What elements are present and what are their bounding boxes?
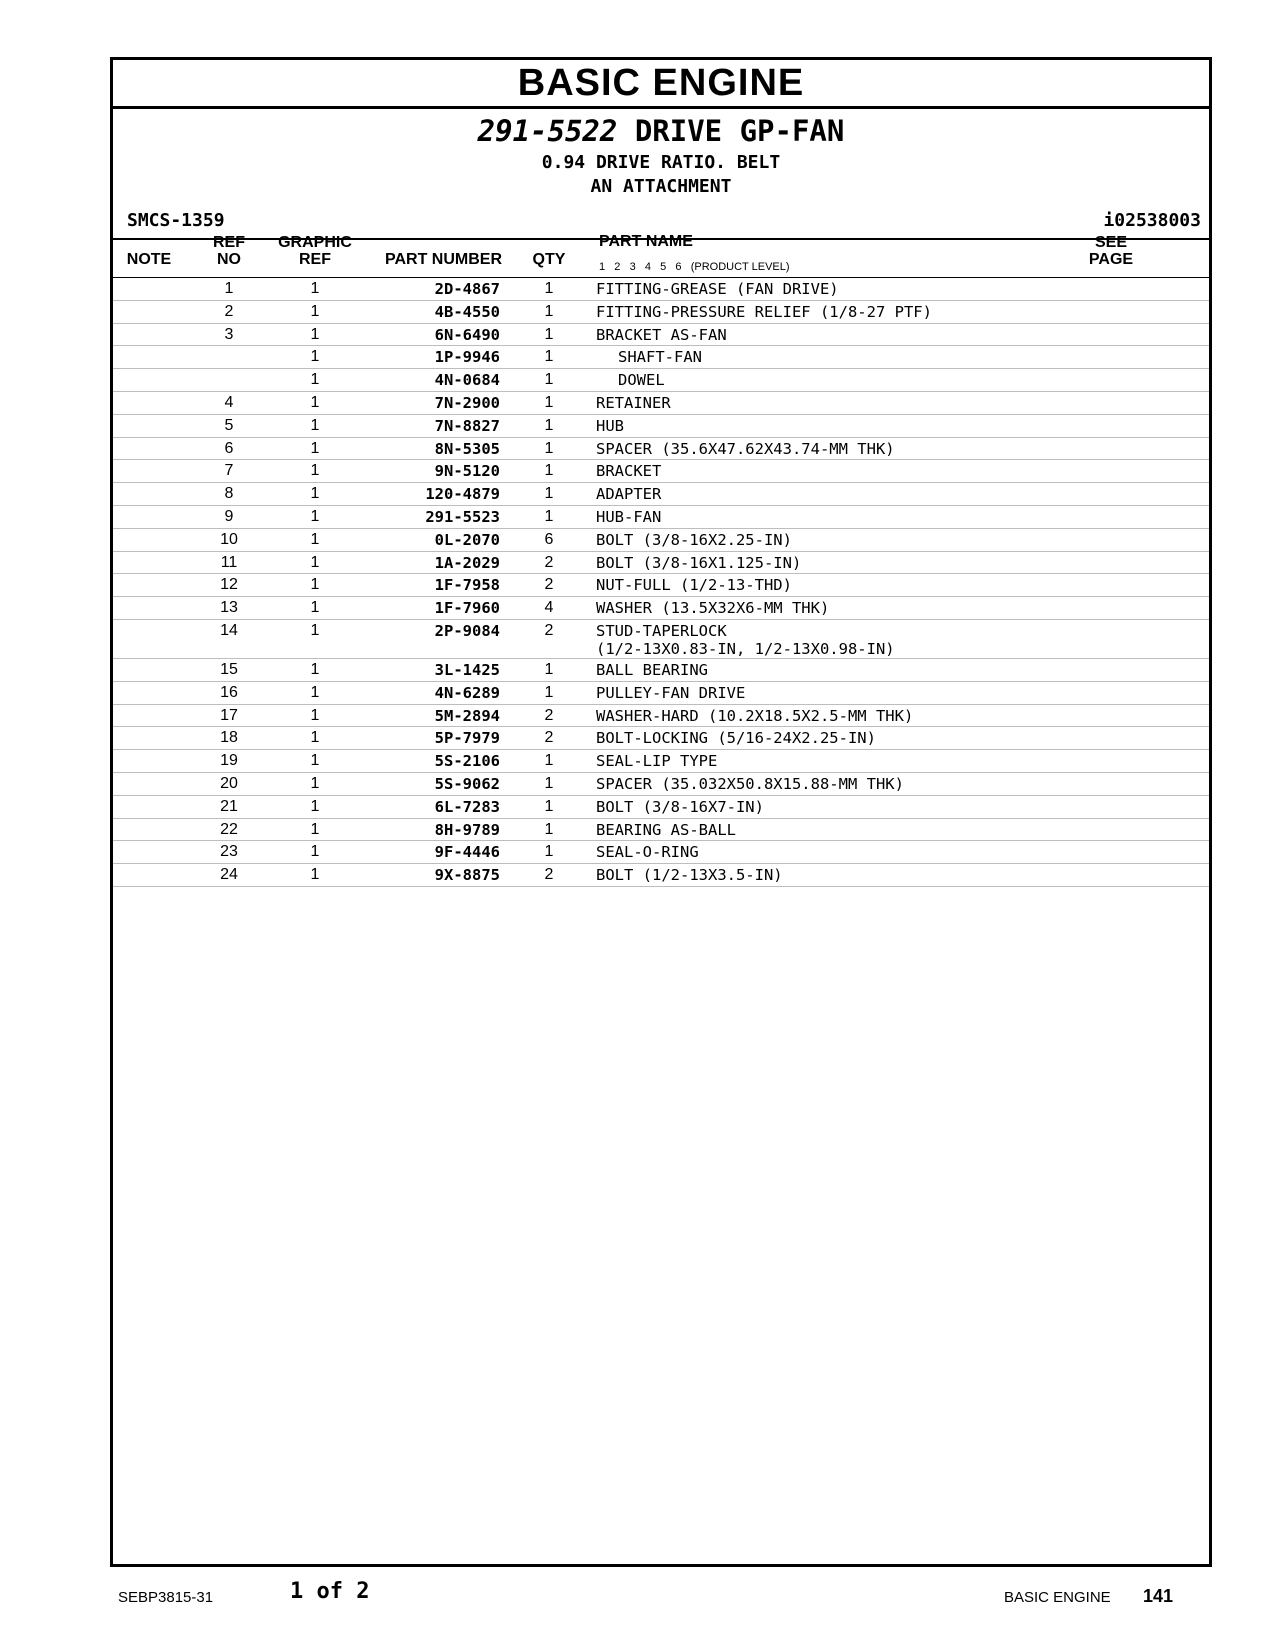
table-row (113, 438, 1209, 461)
table-row (113, 841, 1209, 864)
part-name-cell: HUB-FAN (596, 507, 662, 526)
ref-no-cell: 23 (220, 843, 238, 861)
product-level-legend: 1 2 3 4 5 6 (PRODUCT LEVEL) (599, 261, 790, 273)
part-number-cell: 8N-5305 (434, 439, 500, 458)
table-row (113, 597, 1209, 620)
qty-cell: 1 (544, 393, 554, 411)
part-name-cell: NUT-FULL (1/2-13-THD) (596, 576, 792, 595)
part-name-cell: BOLT-LOCKING (5/16-24X2.25-IN) (596, 729, 876, 748)
table-row (113, 301, 1209, 324)
ref-no-cell: 8 (224, 485, 234, 503)
section-title: BASIC ENGINE (113, 60, 1209, 109)
qty-cell: 1 (544, 302, 554, 320)
graphic-ref-cell: 1 (310, 485, 320, 503)
qty-cell: 1 (544, 371, 554, 389)
part-name-cell: SEAL-O-RING (596, 843, 699, 862)
ref-no-cell: 6 (224, 439, 234, 457)
qty-cell: 4 (544, 599, 554, 617)
part-number-cell: 6N-6490 (434, 325, 500, 344)
ref-no-cell: 16 (220, 683, 238, 701)
footer-page-number: 141 (1143, 1586, 1174, 1606)
table-row (113, 278, 1209, 301)
table-row (113, 415, 1209, 438)
qty-cell: 1 (544, 752, 554, 770)
footer-doc-number: SEBP3815-31 (118, 1589, 214, 1606)
table-row (113, 796, 1209, 819)
ref-no-cell: 21 (220, 797, 238, 815)
ref-no-cell: 10 (220, 530, 238, 548)
graphic-ref-cell: 1 (310, 416, 320, 434)
part-name-cell: ADAPTER (596, 485, 662, 504)
graphic-ref-cell: 1 (310, 507, 320, 525)
ref-no-cell: 22 (220, 820, 238, 838)
part-name-cell: DOWEL (618, 371, 665, 390)
qty-cell: 2 (544, 576, 554, 594)
table-row (113, 727, 1209, 750)
part-number-cell: 9N-5120 (434, 462, 500, 481)
graphic-ref-cell: 1 (310, 439, 320, 457)
ref-no-cell: 4 (224, 393, 234, 411)
part-name-cell: WASHER (13.5X32X6-MM THK) (596, 599, 830, 618)
part-number-cell: 1A-2029 (434, 553, 500, 572)
graphic-ref-cell: 1 (310, 752, 320, 770)
qty-cell: 1 (544, 774, 554, 792)
footer-page-of: 1 of 2 (290, 1579, 370, 1604)
table-row (113, 864, 1209, 887)
graphic-ref-cell: 1 (310, 621, 320, 639)
ref-no-cell: 20 (220, 774, 238, 792)
graphic-ref-cell: 1 (310, 280, 320, 297)
qty-cell: 1 (544, 820, 554, 838)
graphic-ref-cell: 1 (310, 599, 320, 617)
qty-cell: 2 (544, 866, 554, 884)
part-number-cell: 7N-8827 (434, 416, 500, 435)
part-number-cell: 2D-4867 (434, 280, 500, 298)
part-name-cell: BOLT (1/2-13X3.5-IN) (596, 866, 783, 885)
column-header-graphic-ref: GRAPHIC REF (278, 234, 352, 268)
page-frame (110, 57, 1212, 1567)
ref-no-cell: 9 (224, 507, 234, 525)
ref-no-cell: 13 (220, 599, 238, 617)
table-row (113, 819, 1209, 842)
column-header-note: NOTE (126, 251, 172, 268)
graphic-ref-cell: 1 (310, 576, 320, 594)
qty-cell: 1 (544, 416, 554, 434)
qty-cell: 2 (544, 706, 554, 724)
document-id: i02538003 (1103, 210, 1201, 231)
graphic-ref-cell: 1 (310, 348, 320, 366)
table-row (113, 392, 1209, 415)
graphic-ref-cell: 1 (310, 393, 320, 411)
graphic-ref-cell: 1 (310, 553, 320, 571)
part-name-cell: BRACKET (596, 462, 662, 481)
table-row (113, 750, 1209, 773)
qty-cell: 1 (544, 843, 554, 861)
graphic-ref-cell: 1 (310, 774, 320, 792)
ref-no-cell: 15 (220, 660, 238, 678)
ref-no-cell: 19 (220, 752, 238, 770)
part-number-cell: 5P-7979 (434, 729, 500, 748)
part-number-cell: 3L-1425 (434, 660, 500, 679)
table-row (113, 529, 1209, 552)
graphic-ref-cell: 1 (310, 866, 320, 884)
graphic-ref-cell: 1 (310, 820, 320, 838)
table-row (113, 552, 1209, 575)
table-row (113, 483, 1209, 506)
group-subtitle-2: AN ATTACHMENT (590, 176, 732, 197)
graphic-ref-cell: 1 (310, 660, 320, 678)
qty-cell: 1 (544, 348, 554, 366)
ref-no-cell: 11 (220, 553, 238, 571)
part-name-cell: BOLT (3/8-16X7-IN) (596, 797, 764, 816)
qty-cell: 1 (544, 485, 554, 503)
part-name-cell: SPACER (35.6X47.62X43.74-MM THK) (596, 439, 895, 458)
part-name-cell: STUD-TAPERLOCK (1/2-13X0.83-IN, 1/2-13X0.98-IN) (596, 621, 895, 658)
table-row (113, 620, 1209, 659)
ref-no-cell: 14 (220, 621, 238, 639)
part-number-cell: 4N-6289 (434, 683, 500, 702)
part-number-cell: 5S-9062 (434, 774, 500, 793)
graphic-ref-cell: 1 (310, 843, 320, 861)
qty-cell: 2 (544, 621, 554, 639)
ref-no-cell: 3 (224, 325, 234, 343)
column-header-part-number: PART NUMBER (384, 251, 502, 268)
part-number-cell: 4B-4550 (434, 302, 500, 321)
part-number-cell: 291-5523 (425, 507, 500, 526)
part-name-cell: SHAFT-FAN (618, 348, 702, 367)
part-name-cell: SEAL-LIP TYPE (596, 752, 718, 771)
footer-section: BASIC ENGINE (1004, 1589, 1111, 1606)
group-subtitle-1: 0.94 DRIVE RATIO. BELT (541, 152, 781, 173)
table-row (113, 773, 1209, 796)
part-number-cell: 7N-2900 (434, 393, 500, 412)
parts-table (113, 278, 1209, 887)
graphic-ref-cell: 1 (310, 371, 320, 389)
ref-no-cell: 7 (224, 462, 234, 480)
table-row (113, 682, 1209, 705)
part-name-cell: PULLEY-FAN DRIVE (596, 683, 746, 702)
part-number-cell: 8H-9789 (434, 820, 500, 839)
smcs-code: SMCS-1359 (127, 210, 225, 231)
table-row (113, 346, 1209, 369)
graphic-ref-cell: 1 (310, 797, 320, 815)
part-name-cell: FITTING-GREASE (FAN DRIVE) (596, 280, 839, 298)
part-number-cell: 0L-2070 (434, 530, 500, 549)
part-name-cell: BRACKET AS-FAN (596, 325, 727, 344)
ref-no-cell: 2 (224, 302, 234, 320)
table-row (113, 324, 1209, 347)
column-header-part-name: PART NAME (599, 233, 693, 250)
table-row (113, 506, 1209, 529)
table-row (113, 659, 1209, 682)
part-name-cell: FITTING-PRESSURE RELIEF (1/8-27 PTF) (596, 302, 932, 321)
part-name-cell: BALL BEARING (596, 660, 708, 679)
qty-cell: 1 (544, 660, 554, 678)
qty-cell: 2 (544, 553, 554, 571)
table-row (113, 460, 1209, 483)
part-number-cell: 5S-2106 (434, 752, 500, 771)
group-name: DRIVE GP-FAN (634, 114, 845, 148)
part-name-cell: SPACER (35.032X50.8X15.88-MM THK) (596, 774, 904, 793)
qty-cell: 1 (544, 462, 554, 480)
part-name-cell: BOLT (3/8-16X1.125-IN) (596, 553, 802, 572)
group-title (113, 114, 1209, 148)
table-row (113, 369, 1209, 392)
part-number-cell: 9X-8875 (434, 866, 500, 885)
part-number-cell: 1F-7958 (434, 576, 500, 595)
part-number-cell: 6L-7283 (434, 797, 500, 816)
ref-no-cell: 12 (220, 576, 238, 594)
ref-no-cell: 5 (224, 416, 234, 434)
qty-cell: 6 (544, 530, 554, 548)
qty-cell: 1 (544, 439, 554, 457)
graphic-ref-cell: 1 (310, 683, 320, 701)
ref-no-cell: 18 (220, 729, 238, 747)
qty-cell: 1 (544, 507, 554, 525)
ref-no-cell: 1 (224, 280, 234, 297)
group-number: 291-5522 (477, 114, 618, 148)
table-row (113, 574, 1209, 597)
qty-cell: 1 (544, 280, 554, 297)
part-number-cell: 2P-9084 (434, 621, 500, 640)
ref-no-cell: 24 (220, 866, 238, 884)
part-number-cell: 4N-0684 (434, 371, 500, 390)
qty-cell: 1 (544, 325, 554, 343)
graphic-ref-cell: 1 (310, 706, 320, 724)
qty-cell: 1 (544, 797, 554, 815)
column-header-ref-no: REF NO (213, 234, 245, 268)
part-number-cell: 120-4879 (425, 485, 500, 504)
part-number-cell: 5M-2894 (434, 706, 500, 725)
qty-cell: 2 (544, 729, 554, 747)
qty-cell: 1 (544, 683, 554, 701)
graphic-ref-cell: 1 (310, 462, 320, 480)
part-name-cell: HUB (596, 416, 624, 435)
graphic-ref-cell: 1 (310, 325, 320, 343)
column-header-see-page: SEE PAGE (1088, 234, 1134, 268)
graphic-ref-cell: 1 (310, 530, 320, 548)
part-number-cell: 1P-9946 (434, 348, 500, 367)
part-number-cell: 1F-7960 (434, 599, 500, 618)
graphic-ref-cell: 1 (310, 729, 320, 747)
column-header-qty: QTY (532, 251, 566, 268)
graphic-ref-cell: 1 (310, 302, 320, 320)
part-name-cell: WASHER-HARD (10.2X18.5X2.5-MM THK) (596, 706, 914, 725)
part-name-cell: BEARING AS-BALL (596, 820, 736, 839)
table-row (113, 705, 1209, 728)
part-name-cell: BOLT (3/8-16X2.25-IN) (596, 530, 792, 549)
ref-no-cell: 17 (220, 706, 238, 724)
part-number-cell: 9F-4446 (434, 843, 500, 862)
part-name-cell: RETAINER (596, 393, 671, 412)
